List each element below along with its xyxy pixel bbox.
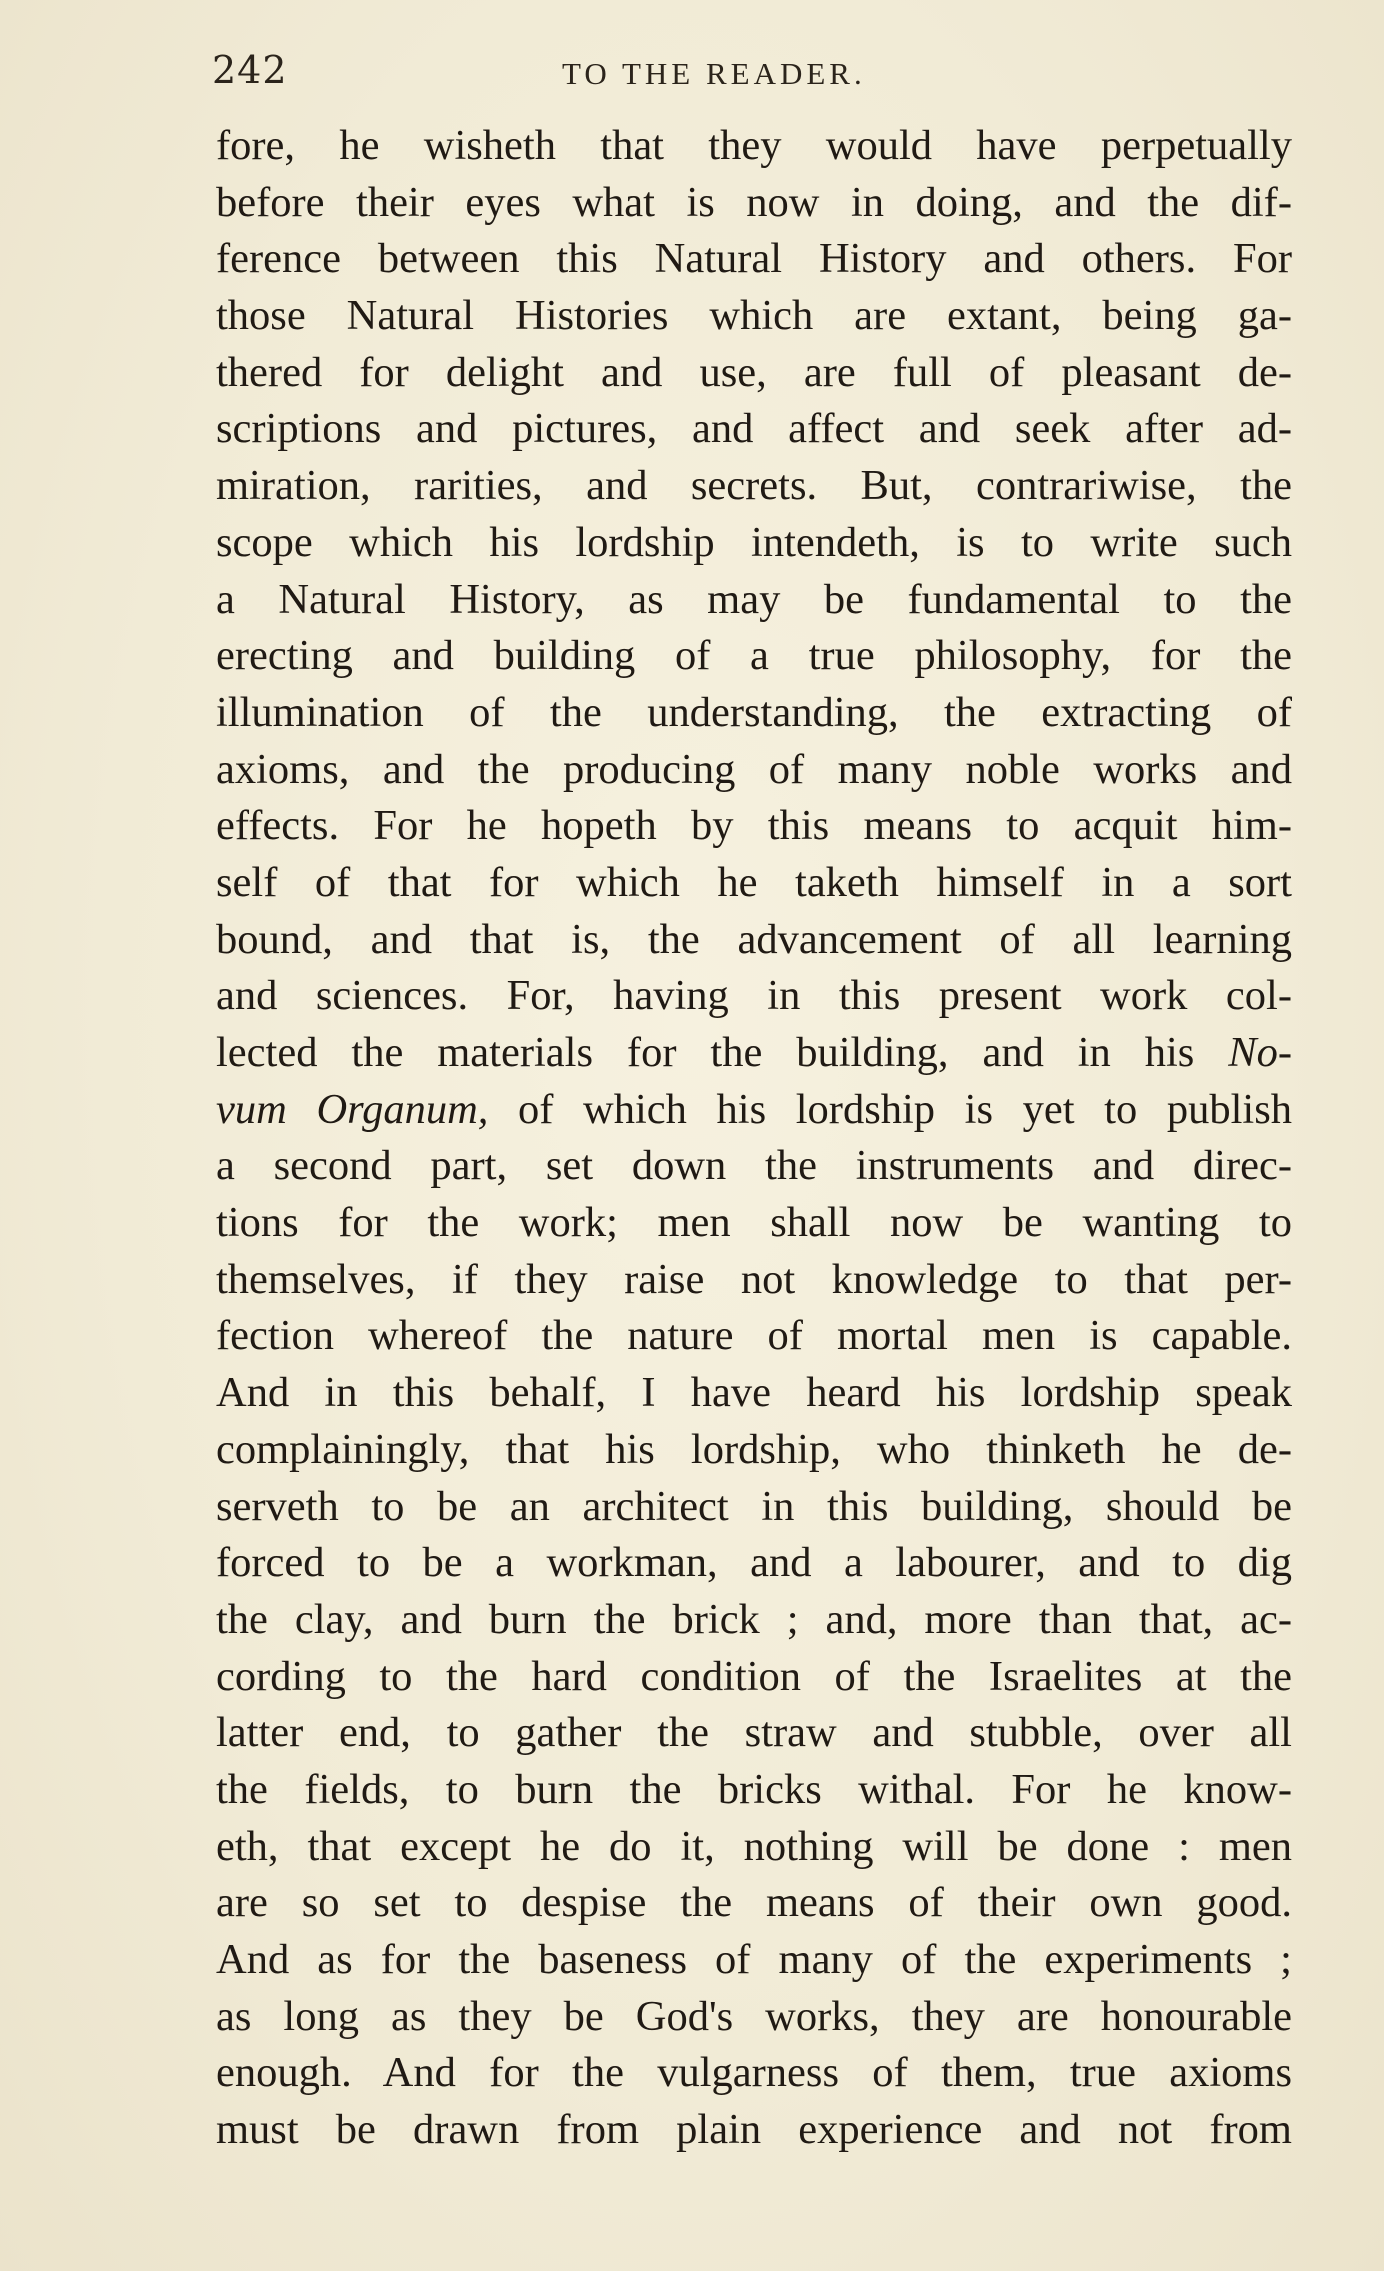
text-fragment: of which his lordship is yet to publish xyxy=(488,1085,1292,1133)
text-line: latter end, to gather the straw and stubble, over all xyxy=(216,1709,1292,1757)
text-fragment: lected the materials for the building, and in his xyxy=(216,1029,1229,1076)
text-line: must be drawn from plain experience and not from xyxy=(216,2106,1292,2154)
running-head xyxy=(212,44,1292,104)
text-line: cording to the hard condition of the Israelites at the xyxy=(216,1652,1292,1700)
text-line: a Natural History, as may be fundamental to the xyxy=(216,575,1292,623)
text-line: ference between this Natural History and others. For xyxy=(216,235,1292,283)
text-line: bound, and that is, the advancement of all learning xyxy=(216,915,1292,963)
text-line: complainingly, that his lordship, who thinketh he de- xyxy=(216,1425,1292,1473)
text-line: And as for the baseness of many of the experiments ; xyxy=(216,1936,1292,1983)
text-line: scope which his lordship intendeth, is to write such xyxy=(216,518,1292,566)
text-line: And in this behalf, I have heard his lordship speak xyxy=(216,1369,1292,1417)
text-line: as long as they be God's works, they are honourable xyxy=(216,1992,1292,2040)
text-line: self of that for which he taketh himself in a sort xyxy=(216,858,1292,906)
text-line: thered for delight and use, are full of pleasant de- xyxy=(216,348,1292,396)
text-line: before their eyes what is now in doing, and the dif- xyxy=(216,178,1292,226)
text-line: fore, he wisheth that they would have perpetually xyxy=(216,122,1292,169)
text-line-organum xyxy=(216,1082,1292,1139)
italic-fragment: No- xyxy=(1228,1029,1292,1076)
italic-fragment: Organum, xyxy=(316,1085,489,1133)
text-line: the clay, and burn the brick ; and, more than that, ac- xyxy=(216,1595,1292,1643)
text-line: tions for the work; men shall now be wanting to xyxy=(216,1199,1292,1247)
text-line: themselves, if they raise not knowledge to that per- xyxy=(216,1255,1292,1303)
text-line: enough. And for the vulgarness of them, true axioms xyxy=(216,2049,1292,2097)
text-line: forced to be a workman, and a labourer, and to dig xyxy=(216,1539,1292,1587)
text-line: are so set to despise the means of their own good. xyxy=(216,1879,1292,1927)
text-line-novum xyxy=(216,1025,1292,1082)
text-line: a second part, set down the instruments and direc- xyxy=(216,1142,1292,1190)
text-line: the fields, to burn the bricks withal. For he know- xyxy=(216,1765,1292,1813)
text-line: effects. For he hopeth by this means to acquit him- xyxy=(216,802,1292,850)
running-title: TO THE READER. xyxy=(562,56,866,91)
italic-fragment: vum xyxy=(216,1085,317,1133)
text-line: eth, that except he do it, nothing will be done : men xyxy=(216,1822,1292,1870)
text-line: and sciences. For, having in this present work col- xyxy=(216,972,1292,1020)
text-line: miration, rarities, and secrets. But, contrariwise, the xyxy=(216,462,1292,510)
text-line: those Natural Histories which are extant, being ga- xyxy=(216,292,1292,340)
text-line: erecting and building of a true philosophy, for the xyxy=(216,632,1292,680)
text-line: scriptions and pictures, and affect and seek after ad- xyxy=(216,405,1292,453)
text-line: fection whereof the nature of mortal men is capable. xyxy=(216,1312,1292,1360)
body-text xyxy=(216,118,1292,2159)
page-number: 242 xyxy=(212,48,288,92)
text-line: axioms, and the producing of many noble works and xyxy=(216,745,1292,793)
text-line: illumination of the understanding, the extracting of xyxy=(216,688,1292,736)
text-line: serveth to be an architect in this building, should be xyxy=(216,1482,1292,1530)
